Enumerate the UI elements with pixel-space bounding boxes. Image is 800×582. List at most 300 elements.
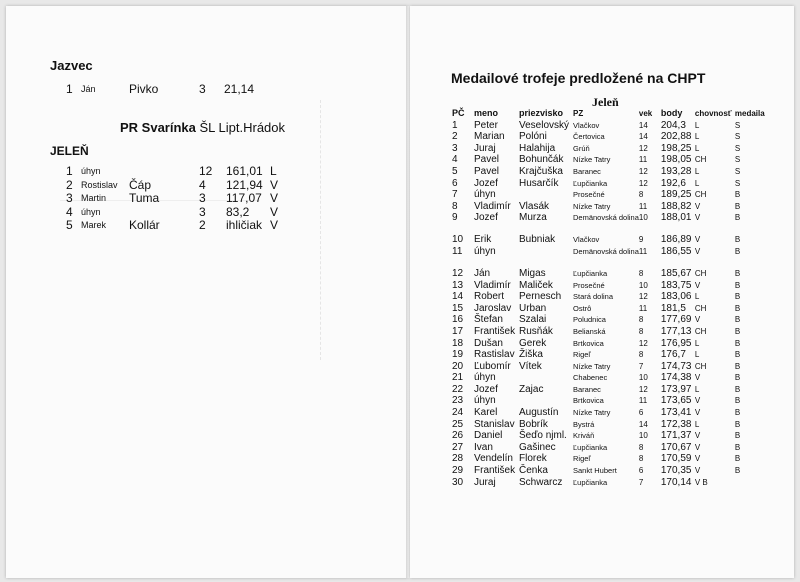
cell-age: 8	[638, 315, 644, 325]
cell-first-name: Dušan	[474, 337, 503, 349]
cell-rank: 12	[452, 267, 464, 279]
cell-hunting-area: Demänovská dolina	[573, 246, 639, 256]
cell-points: 173,97	[660, 383, 692, 395]
cell-points: 202,88	[660, 131, 692, 143]
cell-rank: 5	[452, 165, 458, 177]
cell-rank: 4	[452, 154, 458, 166]
table-row	[452, 303, 765, 315]
cell-hunting-area: Stará dolina	[573, 292, 614, 302]
cell-medal	[735, 477, 765, 489]
cell-hunting-area: Ostrô	[573, 303, 592, 313]
table-row	[452, 154, 765, 166]
cell-rank: 17	[452, 325, 464, 337]
cell-points: 188,01	[660, 212, 692, 224]
col-header-meno: meno	[474, 108, 499, 118]
cell-breeding-class: CH	[694, 155, 707, 165]
cell-breeding-class: L	[694, 132, 700, 142]
cell-medal: B	[734, 303, 741, 313]
rank: 1	[66, 82, 73, 96]
cell-last-name: Szalai	[519, 314, 547, 326]
jelen-row	[66, 218, 296, 232]
cell-medal: B	[734, 338, 741, 348]
cell-points: 192,6	[660, 177, 686, 189]
cell-breeding-class: L	[694, 166, 700, 176]
cell-age: 8	[638, 454, 644, 464]
cell-age: 10	[638, 280, 648, 290]
cell-hunting-area: Baranec	[573, 166, 601, 176]
cell-last-name: Čenka	[519, 465, 548, 477]
cell-first-name: Stanislav	[474, 418, 515, 430]
cell-points: 181,5	[660, 302, 686, 314]
rank: 1	[66, 164, 73, 178]
cell-hunting-area: Brtkovica	[573, 338, 604, 348]
cell-rank: 20	[452, 360, 464, 372]
jelen-row	[66, 191, 296, 205]
cell-first-name: Vladimír	[474, 200, 511, 212]
col-header-vek: vek	[638, 109, 653, 118]
cell-rank: 2	[452, 131, 458, 143]
cell-points: 172,38	[660, 418, 692, 430]
cell-last-name: Gašinec	[519, 441, 556, 453]
cell-hunting-area: Demänovská dolina	[573, 213, 639, 223]
cell-medal: B	[734, 373, 741, 383]
cell-breeding-class: L	[694, 143, 700, 153]
cell-age: 11	[638, 303, 648, 313]
cell-rank: 21	[452, 372, 464, 384]
cell-last-name: Maliček	[519, 279, 553, 291]
cell-first-name: Štefan	[474, 314, 503, 326]
cell-first-name: Rastislav	[474, 349, 515, 361]
cell-breeding-class: V	[694, 454, 701, 464]
points: 121,94	[226, 177, 263, 192]
cell-age: 12	[638, 292, 648, 302]
col-header-priezvisko: priezvisko	[519, 108, 564, 118]
table-row	[452, 131, 765, 143]
cell-age: 6	[638, 408, 644, 418]
cell-points: 186,55	[660, 245, 692, 257]
table-row	[452, 419, 765, 431]
cell-last-name: Bohunčák	[519, 154, 564, 166]
cell-rank: 22	[452, 383, 464, 395]
cell-rank: 13	[452, 279, 464, 291]
col-header-medaila: medaila	[734, 109, 765, 118]
cell-rank: 28	[452, 453, 464, 465]
cell-age: 12	[638, 143, 648, 153]
cell-rank: 18	[452, 337, 464, 349]
first-name: Ján	[81, 84, 96, 94]
cell-last-name: Augustín	[519, 407, 559, 419]
cell-breeding-class: CH	[694, 190, 707, 200]
cell-hunting-area: Vlačkov	[573, 235, 600, 245]
col-header-chovnost: chovnosť	[694, 109, 732, 118]
cell-breeding-class: CH	[694, 361, 707, 371]
cell-first-name: Ivan	[474, 441, 493, 453]
first-name: úhyn	[81, 206, 101, 217]
cell-first-name: František	[474, 325, 516, 337]
table-subtitle: Jeleň	[592, 95, 619, 109]
cell-rank: 30	[452, 476, 464, 488]
cell-hunting-area: Nízke Tatry	[573, 155, 611, 165]
cell-points: 188,82	[660, 200, 692, 212]
cell-hunting-area: Ľupčianka	[573, 268, 608, 278]
first-name: Rostislav	[81, 179, 118, 190]
cell-rank: 23	[452, 395, 464, 407]
jazvec-row	[66, 82, 286, 96]
cell-rank: 7	[452, 189, 458, 201]
cell-breeding-class: CH	[694, 303, 707, 313]
table-row	[452, 143, 765, 155]
count: 3	[199, 191, 206, 206]
cell-points: 176,95	[660, 337, 692, 349]
table-row	[452, 189, 765, 201]
cell-breeding-class: V	[694, 442, 701, 452]
grade: V	[270, 204, 279, 219]
cell-rank: 6	[452, 177, 458, 189]
cell-rank: 25	[452, 418, 464, 430]
pr-title-bold: PR Svarínka	[120, 120, 196, 135]
cell-age: 12	[638, 338, 648, 348]
table-row	[452, 430, 765, 442]
col-header-body: body	[660, 108, 683, 118]
cell-hunting-area: Ľupčianka	[573, 477, 608, 487]
pr-title-rest: ŠL Lipt.Hrádok	[199, 120, 286, 135]
cell-first-name: Jozef	[474, 212, 498, 224]
table-row	[452, 280, 765, 292]
cell-rank: 16	[452, 314, 464, 326]
cell-medal: B	[734, 431, 741, 441]
cell-rank: 26	[452, 430, 464, 442]
cell-first-name: Peter	[474, 119, 498, 131]
rank: 3	[66, 191, 73, 206]
table-row	[452, 234, 765, 246]
cell-last-name	[519, 246, 573, 268]
cell-first-name: Daniel	[474, 430, 503, 442]
cell-breeding-class: V	[694, 431, 701, 441]
cell-medal: B	[734, 408, 741, 418]
cell-age: 11	[638, 396, 648, 406]
last-name: Pivko	[129, 82, 159, 96]
cell-age: 14	[638, 120, 648, 130]
cell-medal: B	[734, 315, 741, 325]
cell-age: 12	[638, 166, 648, 176]
cell-last-name: Vítek	[519, 360, 542, 372]
cell-last-name: Vlasák	[519, 200, 550, 212]
cell-age: 8	[638, 350, 644, 360]
cell-first-name: úhyn	[474, 395, 496, 407]
cell-last-name: Veselovský	[519, 119, 570, 131]
cell-age: 12	[638, 384, 648, 394]
table-row	[452, 338, 765, 350]
cell-medal: B	[734, 190, 741, 200]
cell-first-name: Jozef	[474, 383, 498, 395]
table-row	[452, 326, 765, 338]
show-through-artifact	[320, 100, 391, 360]
jelen-row	[66, 205, 296, 219]
cell-points: 170,14	[660, 476, 692, 488]
cell-breeding-class: V	[694, 246, 701, 256]
cell-breeding-class: V	[694, 373, 701, 383]
cell-hunting-area: Sankt Hubert	[573, 466, 617, 476]
cell-first-name: Karel	[474, 407, 498, 419]
cell-hunting-area: Vlačkov	[573, 120, 600, 130]
cell-last-name: Pernesch	[519, 291, 562, 303]
cell-age: 11	[638, 201, 648, 211]
table-row	[452, 384, 765, 396]
cell-first-name: Marian	[474, 131, 505, 143]
pr-title	[120, 120, 285, 135]
cell-points: 177,69	[660, 314, 692, 326]
cell-age: 11	[638, 155, 648, 165]
cell-medal: S	[734, 155, 741, 165]
cell-hunting-area: Belianská	[573, 326, 606, 336]
cell-points: 198,05	[660, 154, 692, 166]
cell-points: 177,13	[660, 325, 692, 337]
cell-breeding-class: V	[694, 396, 701, 406]
cell-medal: B	[734, 268, 741, 278]
last-name: Kollár	[129, 218, 160, 233]
first-name: Marek	[81, 220, 107, 231]
cell-points: 174,38	[660, 372, 692, 384]
cell-hunting-area: Grúň	[573, 143, 590, 153]
cell-rank: 29	[452, 465, 464, 477]
cell-points: 173,65	[660, 395, 692, 407]
cell-hunting-area: Brtkovica	[573, 396, 604, 406]
cell-rank: 1	[452, 119, 458, 131]
cell-age: 12	[638, 178, 648, 188]
cell-points: 185,67	[660, 267, 692, 279]
cell-breeding-class: L	[694, 178, 700, 188]
cell-first-name: Robert	[474, 291, 505, 303]
cell-breeding-class: V B	[694, 477, 708, 487]
cell-medal: B	[734, 326, 741, 336]
cell-medal: S	[734, 143, 741, 153]
cell-medal: B	[734, 361, 741, 371]
last-name: Tuma	[129, 191, 160, 206]
cell-first-name: úhyn	[474, 189, 496, 201]
table-row	[452, 349, 765, 361]
cell-age: 10	[638, 373, 648, 383]
cell-age: 6	[638, 466, 644, 476]
cell-medal: B	[734, 213, 741, 223]
jelen-row	[66, 178, 296, 192]
table-row	[452, 442, 765, 454]
grade: V	[270, 191, 279, 206]
cell-breeding-class: V	[694, 466, 701, 476]
cell-points: 183,75	[660, 279, 692, 291]
table-row	[452, 361, 765, 373]
cell-last-name: Schwarcz	[519, 476, 563, 488]
cell-breeding-class: V	[694, 213, 701, 223]
cell-hunting-area: Bystrá	[573, 419, 595, 429]
grade: L	[270, 164, 277, 178]
cell-first-name: Ľubomír	[474, 360, 511, 372]
cell-hunting-area: Ľupčianka	[573, 178, 608, 188]
table-row	[452, 453, 765, 465]
cell-points: 204,3	[660, 119, 686, 131]
cell-last-name: Halahija	[519, 142, 556, 154]
cell-age: 8	[638, 190, 644, 200]
count: 3	[199, 204, 206, 219]
cell-breeding-class: L	[694, 292, 700, 302]
cell-last-name: Migas	[519, 267, 546, 279]
points: 83,2	[226, 204, 250, 219]
cell-medal: B	[734, 350, 741, 360]
table-row	[452, 166, 765, 178]
cell-first-name: František	[474, 465, 516, 477]
cell-points: 176,7	[660, 349, 686, 361]
cell-points: 186,89	[660, 234, 692, 246]
table-row	[452, 314, 765, 326]
cell-points: 174,73	[660, 360, 692, 372]
grade: V	[270, 177, 279, 192]
cell-points: 170,67	[660, 441, 692, 453]
cell-points: 193,28	[660, 165, 692, 177]
table-row	[452, 407, 765, 419]
cell-medal: B	[734, 396, 741, 406]
right-page-title: Medailové trofeje predložené na CHPT	[451, 70, 706, 86]
cell-breeding-class: L	[694, 419, 700, 429]
cell-age: 9	[638, 235, 644, 245]
table-row	[452, 395, 765, 407]
jelen-row	[66, 164, 296, 178]
cell-age: 10	[638, 213, 648, 223]
cell-first-name: Juraj	[474, 476, 496, 488]
first-name: Martin	[81, 193, 107, 204]
cell-age: 8	[638, 442, 644, 452]
cell-hunting-area: Prosečné	[573, 280, 605, 290]
cell-hunting-area: Chabenec	[573, 373, 608, 383]
cell-last-name: Murza	[519, 212, 547, 224]
cell-breeding-class: L	[694, 120, 700, 130]
count: 12	[199, 164, 213, 178]
cell-medal: S	[734, 166, 741, 176]
cell-first-name: Jaroslav	[474, 302, 512, 314]
table-row	[452, 291, 765, 303]
cell-medal: B	[734, 466, 741, 476]
cell-age: 7	[638, 361, 644, 371]
cell-points: 170,59	[660, 453, 692, 465]
cell-breeding-class: CH	[694, 326, 707, 336]
cell-breeding-class: V	[694, 201, 701, 211]
table-row	[452, 246, 765, 268]
cell-medal: B	[734, 419, 741, 429]
col-header-pc: PČ	[452, 108, 465, 118]
points: 161,01	[226, 164, 263, 178]
points: 21,14	[224, 82, 255, 96]
cell-hunting-area: Čertovica	[573, 132, 605, 142]
rank: 5	[66, 218, 73, 233]
table-row	[452, 212, 765, 234]
cell-points: 171,37	[660, 430, 692, 442]
medal-table	[452, 108, 765, 488]
cell-first-name: Jozef	[474, 177, 498, 189]
cell-medal: B	[734, 280, 741, 290]
cell-medal: B	[734, 442, 741, 452]
cell-hunting-area: Rigeľ	[573, 350, 591, 360]
cell-age: 11	[638, 246, 648, 256]
cell-last-name	[519, 395, 573, 407]
cell-first-name: úhyn	[474, 245, 496, 257]
first-name: úhyn	[81, 166, 101, 176]
cell-first-name: Juraj	[474, 142, 496, 154]
cell-hunting-area: Kriváň	[573, 431, 595, 441]
cell-last-name	[519, 189, 573, 201]
cell-points: 198,25	[660, 142, 692, 154]
cell-medal: B	[734, 384, 741, 394]
cell-hunting-area: Ľupčianka	[573, 442, 608, 452]
cell-last-name: Rusňák	[519, 325, 553, 337]
count: 4	[199, 177, 206, 192]
cell-last-name: Polóni	[519, 131, 547, 143]
cell-last-name: Krajčuška	[519, 165, 563, 177]
cell-breeding-class: V	[694, 315, 701, 325]
cell-hunting-area: Nízke Tatry	[573, 201, 611, 211]
cell-last-name: Urban	[519, 302, 547, 314]
cell-first-name: Vladimír	[474, 279, 511, 291]
cell-hunting-area: Nízke Tatry	[573, 361, 611, 371]
cell-first-name: Erik	[474, 234, 492, 246]
cell-last-name: Bobrík	[519, 418, 548, 430]
cell-medal: B	[734, 235, 741, 245]
rank: 2	[66, 177, 73, 192]
cell-age: 8	[638, 268, 644, 278]
cell-medal: B	[734, 201, 741, 211]
rank: 4	[66, 204, 73, 219]
cell-points: 173,41	[660, 407, 692, 419]
cell-rank: 19	[452, 349, 464, 361]
cell-rank: 10	[452, 234, 464, 246]
cell-points: 183,06	[660, 291, 692, 303]
cell-medal: S	[734, 132, 741, 142]
cell-age: 14	[638, 132, 648, 142]
cell-breeding-class: V	[694, 280, 701, 290]
table-row	[452, 201, 765, 213]
cell-medal: S	[734, 120, 741, 130]
cell-age: 10	[638, 431, 648, 441]
table-row	[452, 477, 765, 489]
cell-hunting-area: Prosečné	[573, 190, 605, 200]
table-row	[452, 372, 765, 384]
table-row	[452, 268, 765, 280]
cell-rank: 8	[452, 200, 458, 212]
col-header-pz: PZ	[573, 109, 584, 118]
count: 2	[199, 218, 206, 233]
table-row	[452, 120, 765, 132]
cell-age: 8	[638, 326, 644, 336]
jazvec-heading: Jazvec	[50, 58, 93, 73]
cell-medal: B	[734, 454, 741, 464]
table-row	[452, 465, 765, 477]
cell-breeding-class: L	[694, 338, 700, 348]
points: ihličiak	[226, 218, 263, 233]
points: 117,07	[226, 191, 262, 206]
cell-rank: 9	[452, 212, 458, 224]
cell-age: 14	[638, 419, 648, 429]
cell-last-name: Bubniak	[519, 234, 556, 246]
cell-breeding-class: CH	[694, 268, 707, 278]
cell-breeding-class: V	[694, 408, 701, 418]
cell-medal: B	[734, 292, 741, 302]
count: 3	[199, 82, 206, 96]
table-header-row	[452, 108, 765, 120]
cell-last-name: Žiška	[519, 349, 543, 361]
cell-first-name: Ján	[474, 267, 491, 279]
cell-last-name: Šeďo njml.	[519, 430, 567, 442]
cell-hunting-area: Nízke Tatry	[573, 408, 611, 418]
cell-breeding-class: V	[694, 235, 701, 245]
cell-last-name: Husarčík	[519, 177, 559, 189]
cell-rank: 11	[452, 245, 463, 257]
